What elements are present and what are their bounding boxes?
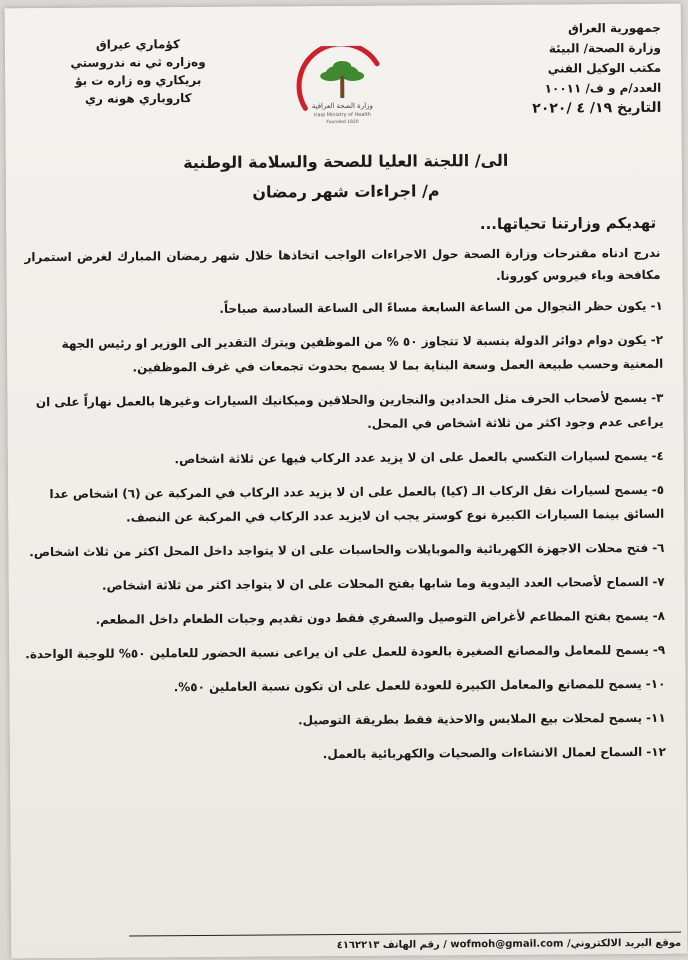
kurdish-line-1: كؤماري عيراق [95,37,180,52]
sender-header [471,18,662,119]
kurdish-line-4: كاروباري هونه‌ ري [84,91,192,106]
measure-text: يسمح للمعامل والمصانع الصغيرة بالعودة للعمل على ان يراعى نسبة الحضور للعاملين ٥٠% للوجبة الواحدة. [25,642,649,662]
measure-text: فتح محلات الاجهزة الكهربائية والموبايلات والحاسبات على ان لا يتواجد داخل المحل اكثر من ثلاث اشخاص. [29,540,649,560]
measure-text: يكون حظر التجوال من الساعة السابعة مساءً الى الساعة السادسة صباحاً. [219,298,647,316]
measure-number: ٩- [652,642,666,657]
recipient-line: الى/ اللجنة العليا للصحة والسلامة الوطنية [183,150,509,173]
intro-paragraph: ندرج ادناه مقترحات وزارة الصحة حول الاجراءات الواجب اتخاذها خلال شهر رمضان المبارك لغرض استمرار مكافحة وباء فيروس كورونا. [24,245,661,283]
document-date: التاريخ ١٩/ ٤ /٢٠٢٠ [532,99,662,117]
kurdish-header [63,35,213,108]
measure-item [24,444,664,472]
measure-number: ٥- [651,482,665,497]
measure-text: يسمح لمحلات بيع الملابس والاحذية فقط بطريقة التوصيل. [298,710,643,728]
measure-item [25,638,665,666]
reference-number: العدد/م و ف/ ١٠٠١١ [544,80,662,96]
measure-text: يسمح للمصانع والمعامل الكبيرة للعودة للعمل على ان تكون نسبة العاملين ٥٠%. [173,676,642,695]
measure-text: السماح لعمال الانشاءات والصحيات والكهربائية بالعمل. [322,744,643,762]
email-label: موقع البريد الالكتروني/ [566,937,682,950]
logo-english-text: Iraqi Ministry of Health [313,111,371,119]
ministry-name: وزارة الصحة/ البيئة [548,40,662,56]
measure-item [25,672,665,700]
measure-text: يسمح لسيارات نقل الركاب الـ (كيا) بالعمل على ان لا يزيد عدد الركاب في المركبة عن (٦) اشخاص عدا السائق بينما السيارات الكبيرة نوع كوستر يجب ان لايزيد عدد الركاب في المركبة عن النصف. [49,482,665,525]
measure-item [23,386,663,438]
measure-item [23,294,663,322]
logo-ministry-text: وزارة الصحة العراقية [311,101,373,111]
measure-number: ٤- [651,448,664,463]
measure-number: ٦- [652,540,665,555]
measure-item [23,328,663,380]
measure-number: ٧- [652,574,665,589]
measure-item [26,706,666,734]
palm-tree-logo-icon [287,46,398,133]
measure-item [25,604,665,632]
subject-line: م/ اجراءات شهر رمضان [252,181,440,202]
email-address: wofmoh@gmail.com [450,938,564,951]
measure-text: يكون دوام دوائر الدولة بنسبة لا تتجاوز ٥٠ % من الموظفين ويترك التقدير الى الوزير او رئيس الجهة المعنية وحسب طبيعة العمل وسعة البناية بما لا يسمح بحدوث تجمعات في غرف الموظفين. [61,332,664,375]
measure-item [24,478,664,530]
measure-text: السماح لأصحاب العدد اليدوية وما شابها بفتح المحلات على ان لا يتواجد اكثر من ثلاثة اشخاص. [101,574,649,593]
footer-divider [129,932,681,937]
measure-number: ١٠- [645,676,666,691]
phone-number: ٤١٦٢٢١٣ [336,939,380,952]
measure-number: ٨- [652,608,665,623]
measure-number: ٣- [651,390,664,405]
logo-founded-text: Founded 1920 [326,119,359,126]
country-name: جمهورية العراق [568,20,661,36]
greeting-line: تهديكم وزارتنا تحياتها... [479,213,657,234]
measure-number: ١- [650,298,663,313]
measure-text: يسمح بفتح المطاعم لأغراض التوصيل والسفري فقط دون تقديم وجبات الطعام داخل المطعم. [95,608,649,627]
phone-label: / رقم الهاتف [382,939,447,951]
office-name: مكتب الوكيل الفني [547,60,662,76]
measure-item [26,740,666,768]
measure-number: ١١- [645,710,666,725]
measure-item [24,536,664,564]
measure-number: ١٢- [646,744,666,759]
document-page [5,4,688,959]
measure-item [25,570,665,598]
measures-list [23,294,666,778]
footer-contact [129,938,681,953]
ministry-logo [287,46,398,133]
kurdish-line-3: بريكاري وه‌ زاره‌ ت بؤ [75,73,202,88]
kurdish-line-2: وه‌زاره‌ ثي نه‌ ندروستي [70,54,206,70]
measure-text: يسمح لأصحاب الحرف مثل الحدادين والنجارين والحلاقين وميكانيك السيارات وغيرها بالعمل نهاراً على ان يراعى عدم وجود اكثر من ثلاثة اشخاص في المحل. [35,390,664,431]
measure-number: ٢- [650,332,664,347]
measure-text: يسمح لسيارات التكسي بالعمل على ان لا يزيد عدد الركاب فيها عن ثلاثة اشخاص. [174,448,648,467]
